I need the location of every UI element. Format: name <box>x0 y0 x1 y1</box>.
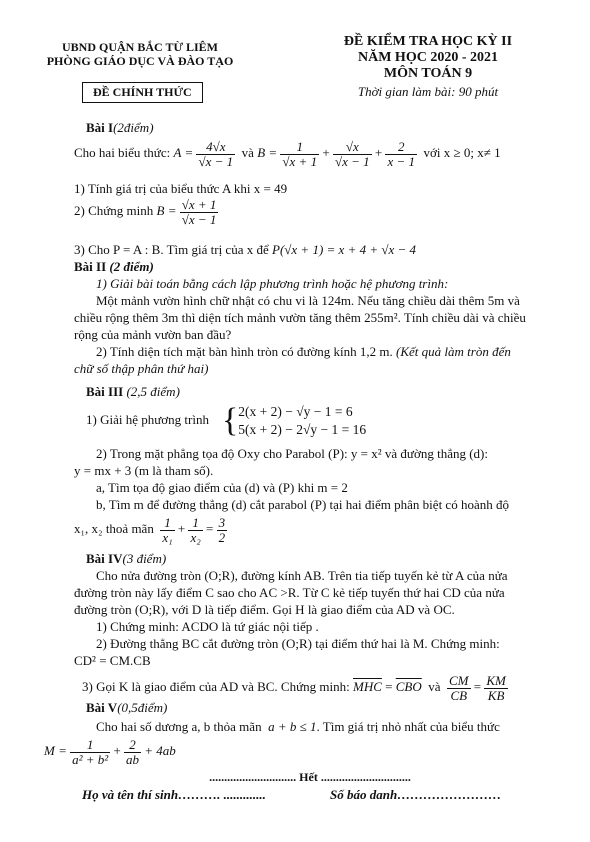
bai2-q1-line2: chiều rộng thêm 3m thì diện tích mảnh vườn tăng thêm 255m². Tính chiều dài và chiều <box>74 310 526 325</box>
bai2-q1-title: 1) Giải bài toán bằng cách lập phương trình hoặc hệ phương trình: <box>96 276 449 291</box>
bai4-q3: 3) Gọi K là giao điểm của AD và BC. Chứng minh: $\overline{MHC} = \overline{CBO}$ và $\frac{CM}{CB}$ = $\frac{KM}{KB}$ <box>82 673 506 703</box>
bai4-heading: Bài IV(3 điểm) <box>86 551 167 566</box>
bai2-q1-line3: rộng của mảnh vườn ban đầu? <box>74 327 232 342</box>
bai3-q2b-condition: x₁, x₂ thoả mãn $\frac{1}{\text{x₁}}$ + $\frac{1}{\text{x₂}}$ = $\frac{3}{2}$ <box>74 515 226 545</box>
bai3-q1: 1) Giải hệ phương trình { 2(x + 2) − √y − 1 = 6 5(x + 2) − 2√y − 1 = 16 <box>86 402 367 440</box>
bai1-q2: 2) Chứng minh B = $\frac{√x + 1}{√x - 1}$ <box>74 197 217 227</box>
bai5-heading: Bài V(0,5điểm) <box>86 700 168 715</box>
bai2-q2-line1: 2) Tính diện tích mặt bàn hình tròn có đường kính 1,2 m. (Kết quả làm tròn đến <box>96 344 511 359</box>
bai5-expression: M = $\frac{1}{\text{a² + b²}}$ + $\frac{2}{ab}$ + 4ab <box>44 737 176 767</box>
bai2-q1-line1: Một mảnh vườn hình chữ nhật có chu vi là 124m. Nếu tăng chiều dài thêm 5m và <box>96 293 520 308</box>
end-marker: ............................. Hết .............................. <box>209 770 411 784</box>
bai4-line2: đường tròn này lấy điểm C sao cho AC >R. Từ C kẻ tiếp tuyến thứ hai CD của nửa <box>74 585 505 600</box>
school-year: NĂM HỌC 2020 - 2021 <box>358 50 498 65</box>
candidate-id-field: Số báo danh…………………… <box>330 787 502 802</box>
subject: MÔN TOÁN 9 <box>383 66 473 81</box>
bai1-expressions: Cho hai biểu thức: A = $\frac{4√x}{√x - 1}$ và B = $\frac{1}{√x + 1}$ + $\frac{√x}{√x - 1}$ + $\frac{2}{x - 1}$ với x ≥ 0; x≠ 1 <box>74 139 501 169</box>
department-name: UBND QUẬN BẮC TỪ LIÊM <box>61 40 218 54</box>
official-badge: ĐỀ CHÍNH THỨC <box>82 82 203 103</box>
bai1-q3: 3) Cho P = A : B. Tìm giá trị của x để P(√x + 1) = x + 4 + √x − 4 <box>74 242 417 257</box>
bai3-heading: Bài III (2,5 điểm) <box>86 384 180 399</box>
exam-title: ĐỀ KIỂM TRA HỌC KỲ II <box>343 34 513 49</box>
bai3-q2-line1: 2) Trong mặt phẳng tọa độ Oxy cho Parabol (P): y = x² và đường thẳng (d): <box>96 446 488 461</box>
bai4-q2: 2) Đường thẳng BC cắt đường tròn (O;R) tại điểm thứ hai là M. Chứng minh: <box>96 636 500 651</box>
bai4-q1: 1) Chứng minh: ACDO là tứ giác nội tiếp . <box>96 619 319 634</box>
bai1-q1: 1) Tính giá trị của biểu thức A khi x = 49 <box>74 181 288 196</box>
office-name: PHÒNG GIÁO DỤC VÀ ĐÀO TẠO <box>46 54 234 68</box>
bai2-q2-line2: chữ số thập phân thứ hai) <box>74 361 209 376</box>
bai4-line1: Cho nửa đường tròn (O;R), đường kính AB. Trên tia tiếp tuyến kẻ từ A của nửa <box>96 568 508 583</box>
candidate-name-field: Họ và tên thí sinh………. ............. <box>82 787 266 802</box>
bai2-heading: Bài II (2 điểm) <box>74 259 154 274</box>
bai3-q2-line2: y = mx + 3 (m là tham số). <box>74 463 214 478</box>
time-limit: Thời gian làm bài: 90 phút <box>357 84 499 99</box>
bai1-heading: Bài I(2điểm) <box>86 120 154 135</box>
bai4-line3: đường tròn (O;R), với D là tiếp điểm. Gọi H là giao điểm của AD và OC. <box>74 602 455 617</box>
bai3-q2a: a, Tìm tọa độ giao điểm của (d) và (P) khi m = 2 <box>96 480 348 495</box>
bai3-q2b: b, Tìm m để đường thẳng (d) cắt parabol (P) tại hai điểm phân biệt có hoành độ <box>96 497 509 512</box>
bai4-q2-line2: CD² = CM.CB <box>74 653 151 668</box>
bai5-line1: Cho hai số dương a, b thỏa mãn a + b ≤ 1. Tìm giá trị nhỏ nhất của biểu thức <box>96 719 500 734</box>
